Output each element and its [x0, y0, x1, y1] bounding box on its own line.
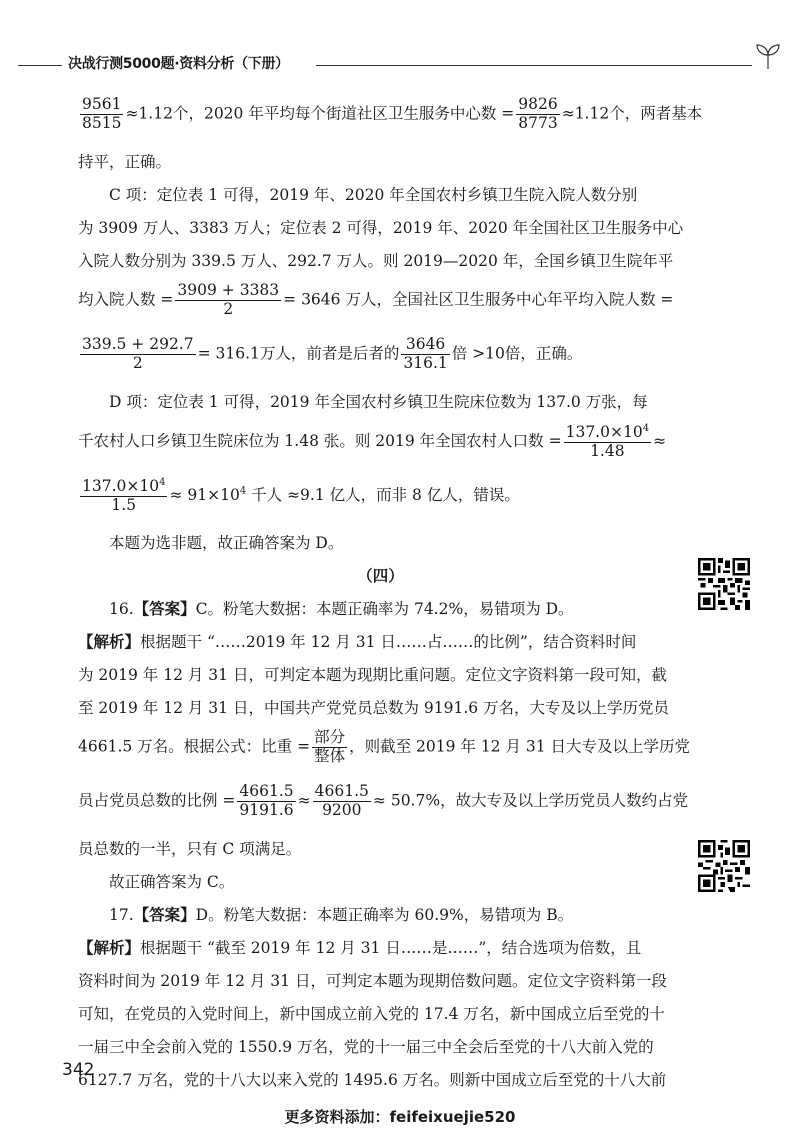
answer-line: 16.【答案】C。粉笔大数据：本题正确率为 74.2%，易错项为 D。	[109, 599, 574, 618]
fraction: $\frac{339.5 + 292.7}{2}$	[82, 335, 194, 372]
text-line: 为 3909 万人、3383 万人；定位表 2 可得，2019 年、2020 年全国社区卫生服务中心	[78, 219, 684, 237]
section-title: （四）	[357, 566, 404, 585]
text-line: $\frac{9561}{8515}$ ≈1.12个，2020 年平均每个街道社区卫生服务中心数 = $\frac{9826}{8773}$ ≈1.12个，两者基本	[82, 95, 703, 132]
fraction: $\frac{9561}{8515}$	[82, 95, 122, 132]
text-line: $\frac{339.5 + 292.7}{2}$ = 316.1万人，前者是后者的 $\frac{3646}{316.1}$ 倍 >10倍，正确。	[82, 335, 583, 372]
page-number: 342	[62, 1060, 95, 1080]
text-line: 至 2019 年 12 月 31 日，中国共产党党员总数为 9191.6 万名，大专及以上学历党员	[78, 699, 670, 717]
footer-note: 更多资料添加：feifeixuejie520	[284, 1108, 516, 1126]
page-header	[18, 47, 782, 73]
text-line: 员总数的一半，只有 C 项满足。	[78, 840, 302, 858]
text-line: 可知，在党员的入党时间上，新中国成立前入党的 17.4 万名，新中国成立后至党的十	[78, 1005, 665, 1023]
text-line: 资料时间为 2019 年 12 月 31 日，可判定本题为现期倍数问题。定位文字资料第一段	[78, 972, 667, 990]
text-line: 千农村人口乡镇卫生院床位为 1.48 张。则 2019 年全国农村人口数 = $\frac{137.0\times 10^4}{1.48}$ ≈	[78, 423, 667, 460]
page-content	[78, 95, 703, 1101]
text-line: 4661.5 万名。根据公式：比重 = $\frac{\text{部分}}{\text{整体}}$ ，则截至 2019 年 12 月 31 日大专及以上学历党	[78, 728, 691, 765]
text-line: 均入院人数 = $\frac{3909 + 3383}{2}$ = 3646 万人，全国社区卫生服务中心年平均入院人数 =	[78, 281, 674, 318]
fraction: $\frac{137.0\times 10^4}{1.5}$	[82, 477, 166, 514]
text-line: $\frac{137.0\times 10^4}{1.5}$ ≈ $91\times 10^4$ 千人 ≈9.1 亿人，而非 8 亿人，错误。	[82, 477, 520, 514]
fraction: $\frac{4661.5}{9200}$	[314, 782, 369, 819]
fraction: $\frac{137.0\times 10^4}{1.48}$	[565, 423, 650, 460]
text-line: 本题为选非题，故正确答案为 D。	[109, 534, 344, 552]
fraction: $\frac{4661.5}{9191.6}$	[239, 782, 294, 819]
fraction: $\frac{\text{部分}}{\text{整体}}$	[314, 728, 346, 765]
text-line: 入院人数分别为 339.5 万人、292.7 万人。则 2019—2020 年，全国乡镇卫生院年平	[78, 252, 674, 270]
book-title: 决战行测5000题·资料分析（下册）	[68, 56, 289, 72]
analysis-line: 【解析】根据题干 “截至 2019 年 12 月 31 日……是……”，结合选项为倍数，且	[78, 938, 642, 957]
header-rule-left	[18, 65, 62, 66]
fraction: $\frac{3646}{316.1}$	[403, 335, 448, 372]
text-line: 一届三中全会前入党的 1550.9 万名，党的十一届三中全会后至党的十八大前入党的	[78, 1038, 654, 1056]
fraction: $\frac{9826}{8773}$	[518, 95, 558, 132]
qr-code-icon[interactable]	[698, 558, 750, 610]
header-rule-right	[316, 65, 752, 66]
text-line: C 项：定位表 1 可得，2019 年、2020 年全国农村乡镇卫生院入院人数分别	[109, 186, 638, 204]
text-line: 持平，正确。	[78, 153, 172, 171]
text-line: 员占党员总数的比例 = $\frac{4661.5}{9191.6}$ ≈ $\frac{4661.5}{9200}$ ≈ 50.7%，故大专及以上学历党员人数约占党	[78, 782, 689, 819]
leaf-icon	[754, 41, 782, 71]
text-line: 故正确答案为 C。	[109, 873, 235, 891]
answer-line: 17.【答案】D。粉笔大数据：本题正确率为 60.9%，易错项为 B。	[109, 905, 574, 924]
text-line: 6127.7 万名，党的十八大以来入党的 1495.6 万名。则新中国成立后至党的十八大前	[78, 1071, 667, 1089]
analysis-line: 【解析】根据题干 “……2019 年 12 月 31 日……占……的比例”，结合资料时间	[78, 632, 637, 651]
text-line: 为 2019 年 12 月 31 日，可判定本题为现期比重问题。定位文字资料第一段可知，截	[78, 666, 667, 684]
fraction: $\frac{3909 + 3383}{2}$	[177, 281, 280, 318]
qr-code-icon[interactable]	[698, 840, 750, 892]
text-line: D 项：定位表 1 可得，2019 年全国农村乡镇卫生院床位数为 137.0 万张，每	[109, 393, 648, 411]
